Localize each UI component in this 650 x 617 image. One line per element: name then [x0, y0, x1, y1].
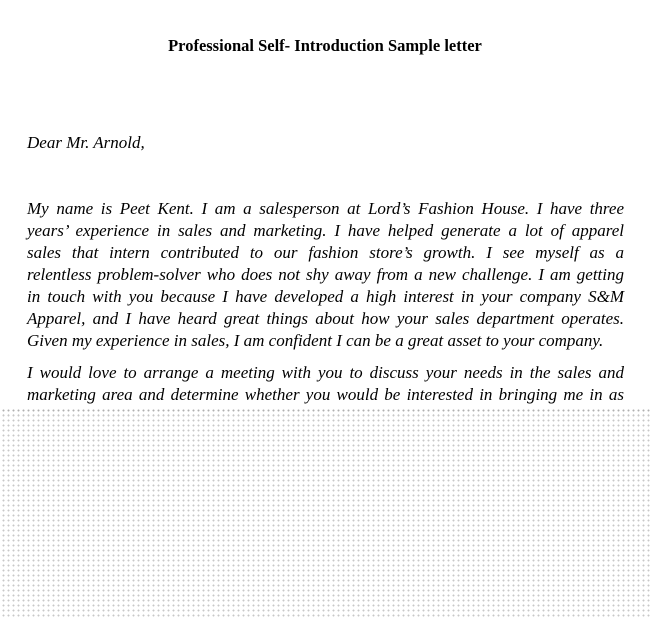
paragraph-line: marketing area and determine whether you would be interested in bringing me in as — [27, 385, 624, 404]
paragraph-line: Given my experience in sales, I am confident I can be a great asset to your company. — [27, 331, 604, 350]
paragraph-line: I would love to arrange a meeting with you to discuss your needs in the sales and — [27, 363, 624, 382]
paragraph-line: relentless problem-solver who does not shy away from a new challenge. I am getting — [27, 265, 624, 284]
salutation: Dear Mr. Arnold, — [27, 133, 145, 152]
dotted-blur-overlay — [0, 407, 650, 617]
paragraph-introduction — [27, 198, 624, 352]
paragraph-line: in touch with you because I have developed a high interest in your company S&M — [27, 287, 624, 306]
paragraph-line: My name is Peet Kent. I am a salesperson at Lord’s Fashion House. I have three — [27, 199, 624, 218]
paragraph-line: years’ experience in sales and marketing. I have helped generate a lot of apparel — [27, 221, 624, 240]
paragraph-line: Apparel, and I have heard great things about how your sales department operates. — [27, 309, 624, 328]
document-title: Professional Self- Introduction Sample letter — [168, 36, 482, 55]
paragraph-line: sales that intern contributed to our fashion store’s growth. I see myself as a — [27, 243, 624, 262]
